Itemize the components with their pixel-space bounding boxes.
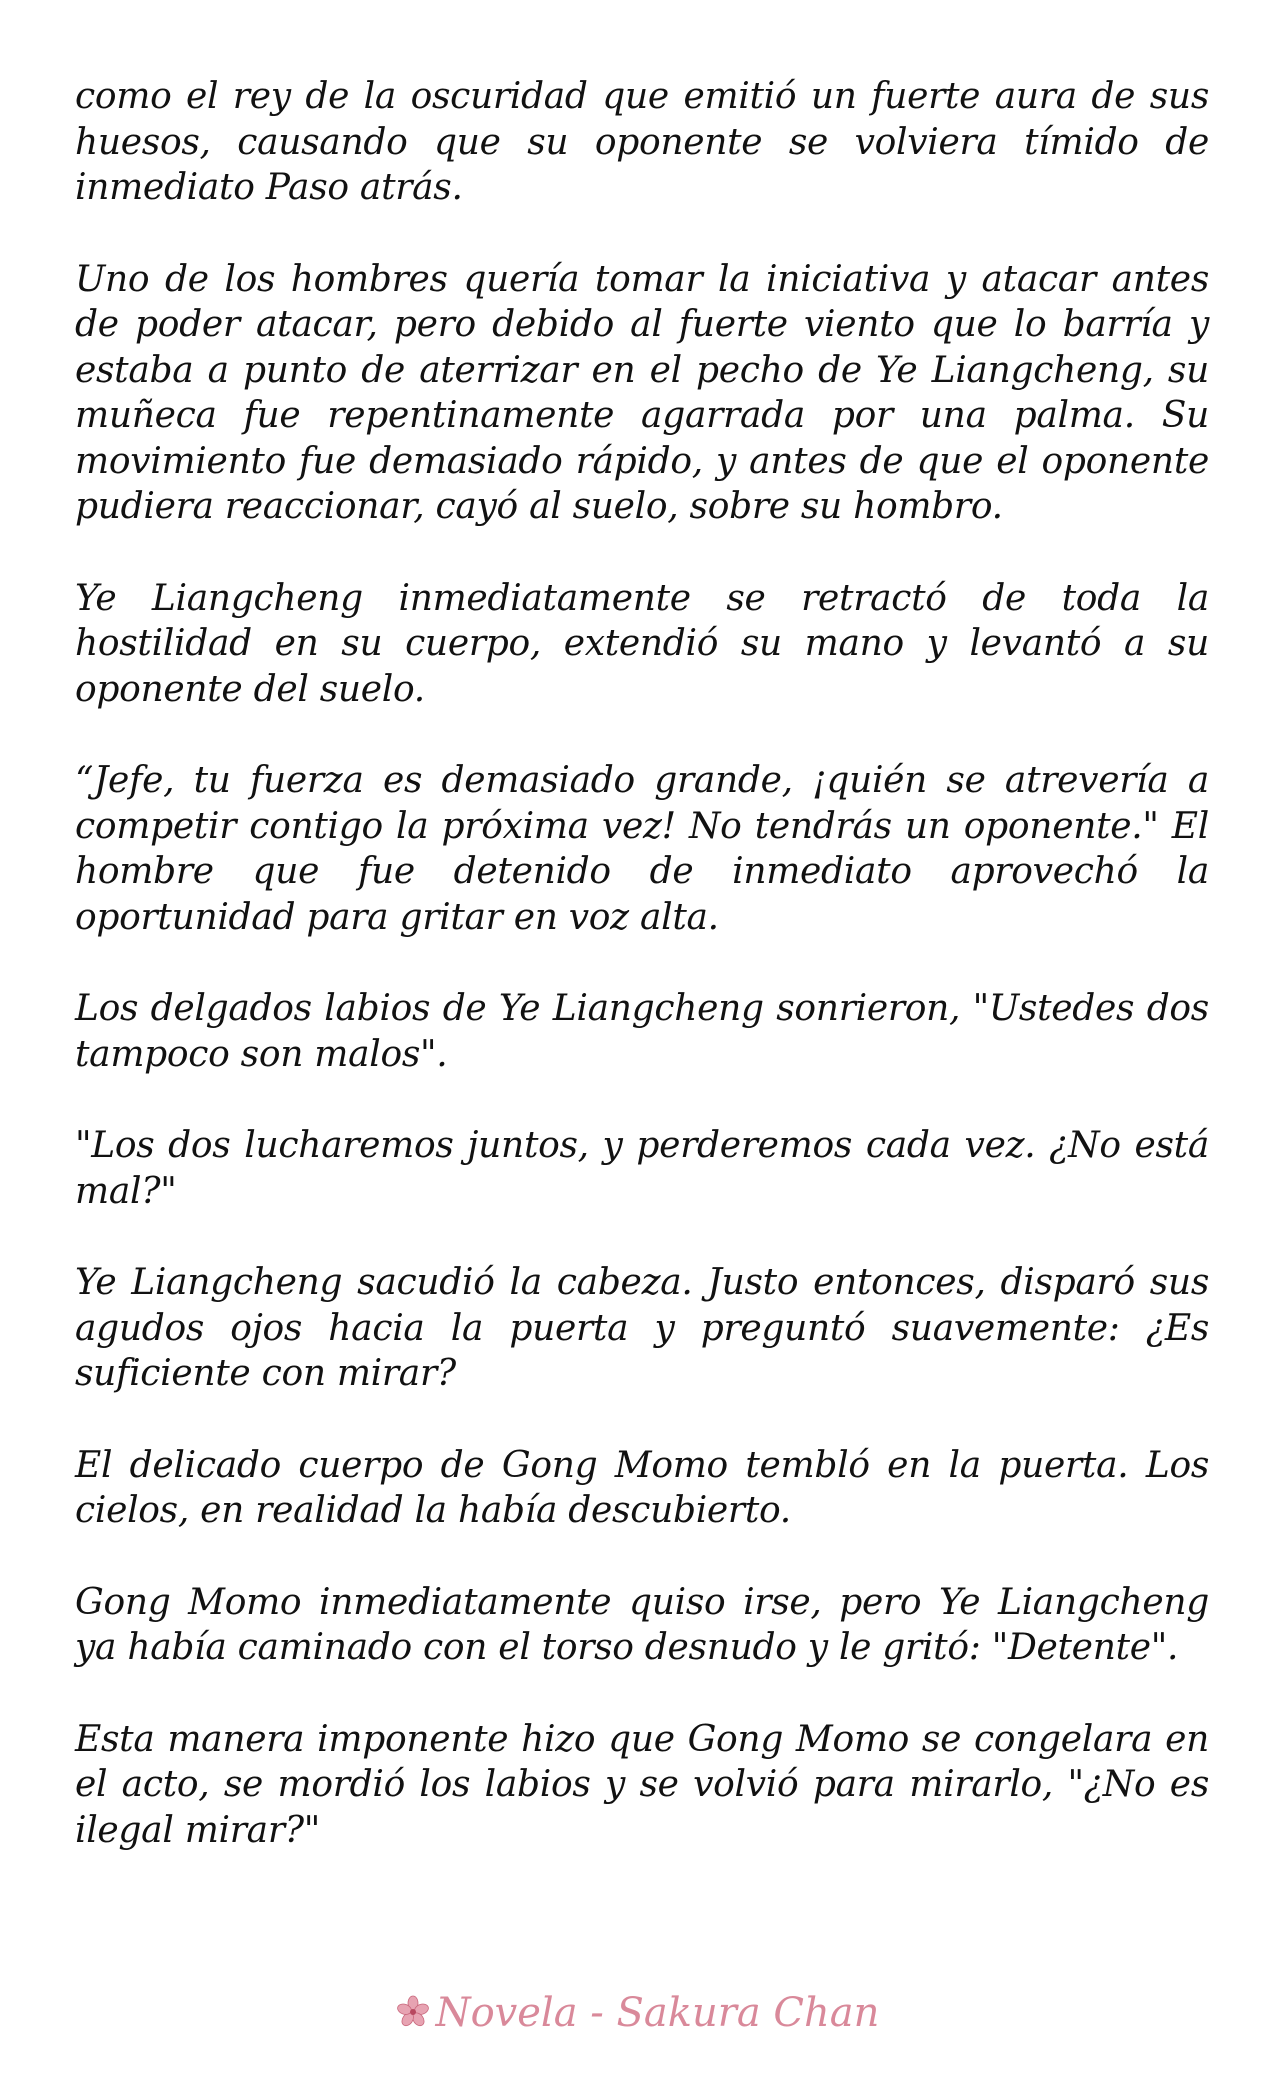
paragraph: Gong Momo inmediatamente quiso irse, pero Ye Liangcheng ya había caminado con el torso desnudo y le gritó: "Detente".: [75, 1581, 1209, 1668]
paragraph: Ye Liangcheng inmediatamente se retractó de toda la hostilidad en su cuerpo, extendió su mano y levantó a su oponente del suelo.: [75, 577, 1209, 710]
paragraph: "Los dos lucharemos juntos, y perderemos cada vez. ¿No está mal?": [75, 1125, 1209, 1212]
watermark-text: Novela - Sakura Chan: [435, 1990, 880, 2036]
paragraph: Uno de los hombres quería tomar la iniciativa y atacar antes de poder atacar, pero debido al fuerte viento que lo barría y estaba a punto de aterrizar en el pecho de Ye Liangcheng, su muñeca fue repentinamente agarrada por una palma. Su movimiento fue demasiado rápido, y antes de que el oponente pudiera reaccionar, cayó al suelo, sobre su hombro.: [75, 258, 1209, 527]
paragraph: como el rey de la oscuridad que emitió un fuerte aura de sus huesos, causando que su oponente se volviera tímido de inmediato Paso atrás.: [75, 76, 1209, 208]
paragraph: “Jefe, tu fuerza es demasiado grande, ¡quién se atrevería a competir contigo la próxima vez! No tendrás un oponente." El hombre que fue detenido de inmediato aprovechó la oportunidad para gritar en voz alta.: [75, 760, 1209, 938]
watermark: [0, 1990, 1275, 2039]
sakura-flower-icon: [396, 1993, 430, 2039]
novel-text: [75, 74, 1209, 1899]
paragraph: Esta manera imponente hizo que Gong Momo se congelara en el acto, se mordió los labios y se volvió para mirarlo, "¿No es ilegal mirar?": [75, 1718, 1209, 1851]
paragraph: Ye Liangcheng sacudió la cabeza. Justo entonces, disparó sus agudos ojos hacia la puerta y preguntó suavemente: ¿Es suficiente con mirar?: [75, 1262, 1209, 1394]
paragraph: Los delgados labios de Ye Liangcheng sonrieron, "Ustedes dos tampoco son malos".: [75, 988, 1209, 1075]
paragraph: El delicado cuerpo de Gong Momo tembló en la puerta. Los cielos, en realidad la había descubierto.: [75, 1444, 1209, 1531]
